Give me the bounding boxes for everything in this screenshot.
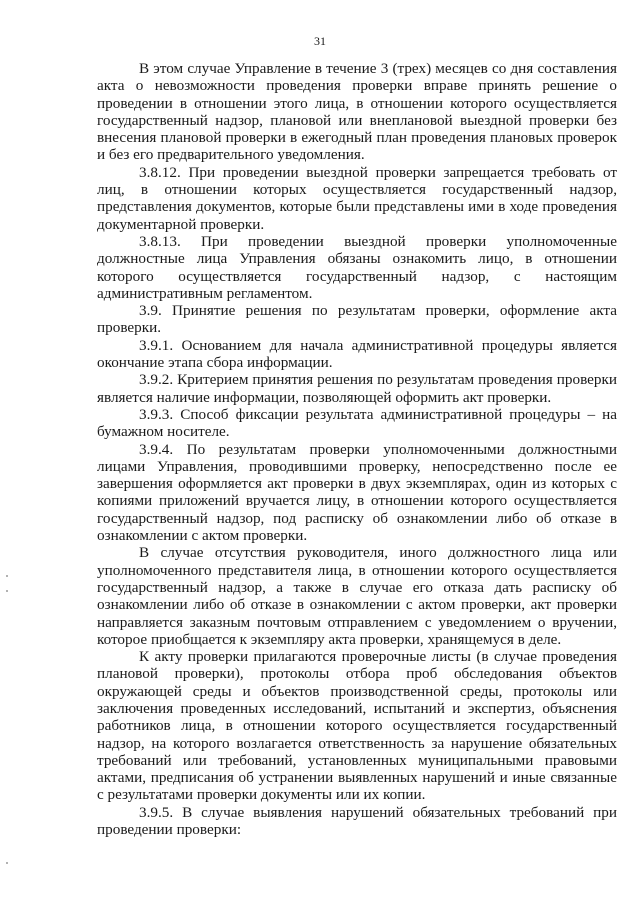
scan-artifact-mark xyxy=(6,862,8,864)
scan-artifact-mark xyxy=(6,590,8,592)
paragraph-act-attachments: К акту проверки прилагаются проверочные листы (в случае проведения плановой проверки), протоколы отбора проб обследования объектов окружающей среды и объектов производственной среды, протоколы или заключения проведенных исследований, испытаний и экспертиз, объяснения работников лица, в отношении которого осуществляется государственный надзор, на которого возлагается ответственность за нарушение обязательных требований или требований, установленных муниципальными правовыми актами, предписания об устранении выявленных нарушений и иные связанные с результатами проверки документы или их копии. xyxy=(97,648,617,804)
paragraph-3-9-2: 3.9.2. Критерием принятия решения по результатам проведения проверки является наличие информации, позволяющей оформить акт проверки. xyxy=(97,371,617,406)
paragraph-absence-of-manager: В случае отсутствия руководителя, иного должностного лица или уполномоченного представителя лица, в отношении которого осуществляется государственный надзор, а также в случае его отказа дать расписку об ознакомлении либо об отказе в ознакомлении с актом проверки, акт проверки направляется заказным почтовым отправлением с уведомлением о вручении, которое приобщается к экземпляру акта проверки, хранящемуся в деле. xyxy=(97,544,617,648)
paragraph-3-8-12: 3.8.12. При проведении выездной проверки запрещается требовать от лиц, в отношении которых осуществляется государственный надзор, представления документов, которые были представлены ими в ходе проведения документарной проверки. xyxy=(97,163,617,233)
page-number: 31 xyxy=(314,34,326,48)
scan-artifact-mark xyxy=(6,575,8,577)
paragraph-inspection-impossible: В этом случае Управление в течение 3 (трех) месяцев со дня составления акта о невозможности проведения проверки вправе принять решение о проведении в отношении этого лица, в отношении которого осуществляется государственный надзор, плановой или внеплановой выездной проверки без внесения плановой проверки в ежегодный план проведения плановых проверок и без его предварительного уведомления. xyxy=(97,60,617,164)
paragraph-3-9-4: 3.9.4. По результатам проверки уполномоченными должностными лицами Управления, проводившими проверку, непосредственно после ее завершения оформляется акт проверки в двух экземплярах, один из которых с копиями приложений вручается лицу, в отношении которого осуществляется государственный надзор, под расписку об ознакомлении либо об отказе в ознакомлении с актом проверки. xyxy=(97,440,617,545)
paragraph-3-9-5: 3.9.5. В случае выявления нарушений обязательных требований при проведении проверки: xyxy=(97,803,617,839)
paragraph-3-9-heading: 3.9. Принятие решения по результатам проверки, оформление акта проверки. xyxy=(97,302,617,337)
paragraph-3-9-1: 3.9.1. Основанием для начала административной процедуры является окончание этапа сбора информации. xyxy=(97,336,617,372)
document-body xyxy=(97,60,617,838)
paragraph-3-9-3: 3.9.3. Способ фиксации результата административной процедуры – на бумажном носителе. xyxy=(97,405,617,441)
paragraph-3-8-13: 3.8.13. При проведении выездной проверки уполномоченные должностные лица Управления обязаны ознакомить лицо, в отношении которого осуществляется государственный надзор, с настоящим административным регламентом. xyxy=(97,232,617,302)
